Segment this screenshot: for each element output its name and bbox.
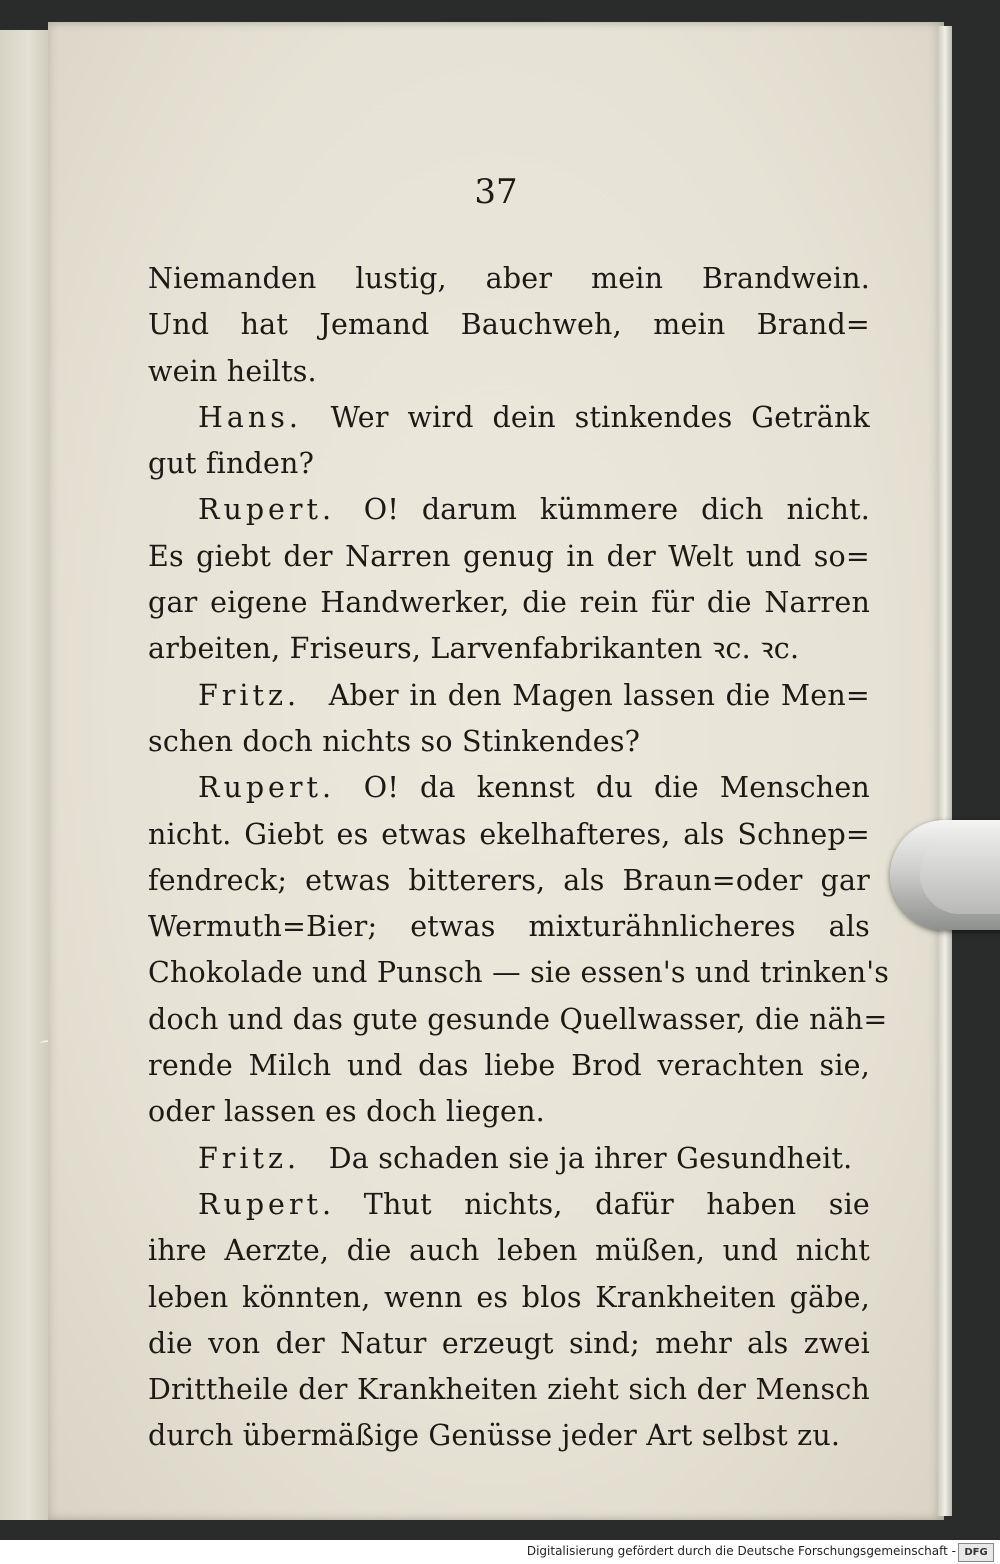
line-text: die von der Natur erzeugt sind; mehr als zwei <box>148 1326 870 1360</box>
text-line <box>148 1413 870 1459</box>
text-line <box>148 858 870 904</box>
line-text: oder lassen es doch liegen. <box>148 1095 545 1129</box>
page-number: 37 <box>474 172 518 212</box>
text-line <box>148 719 870 765</box>
line-text: leben könnten, wenn es blos Krankheiten gäbe, <box>148 1280 870 1314</box>
line-text: schen doch nichts so Stinkendes? <box>148 724 641 758</box>
text-line <box>148 1136 870 1182</box>
metal-page-clip <box>890 820 1000 930</box>
text-line <box>148 1043 870 1089</box>
text-line <box>148 997 888 1043</box>
text-line <box>148 673 870 719</box>
speaker-name: Rupert. <box>198 1187 336 1221</box>
text-line <box>148 534 870 580</box>
left-page-edge <box>0 30 50 1520</box>
text-line <box>148 1367 870 1413</box>
text-line <box>148 812 870 858</box>
text-line <box>148 1182 870 1228</box>
line-text: Thut nichts, dafür haben sie <box>363 1187 870 1221</box>
line-text: Aber in den Magen lassen die Men= <box>328 678 870 712</box>
text-line <box>148 487 870 533</box>
text-line <box>148 441 870 487</box>
text-line <box>148 950 890 996</box>
footer-bar <box>0 1540 1000 1564</box>
text-line <box>148 395 870 441</box>
text-line <box>148 626 870 672</box>
line-text: Wer wird dein stinkendes Getränk <box>330 400 870 434</box>
speaker-name: Fritz. <box>198 1141 301 1175</box>
line-text: durch übermäßige Genüsse jeder Art selbst zu. <box>148 1419 841 1453</box>
line-text: arbeiten, Friseurs, Larvenfabrikanten ꝛc. ꝛc. <box>148 632 800 666</box>
page-body-text <box>148 256 890 1460</box>
dfg-logo: DFG <box>958 1543 994 1562</box>
metal-page-clip-inner <box>920 834 1000 914</box>
text-line <box>148 1089 870 1135</box>
line-text: wein heilts. <box>148 354 317 388</box>
line-text: Und hat Jemand Bauchweh, mein Brand= <box>148 308 870 342</box>
line-text: nicht. Giebt es etwas ekelhafteres, als Schnep= <box>148 817 870 851</box>
line-text: Chokolade und Punsch — sie essen's und trinken's <box>148 956 890 990</box>
line-text: gar eigene Handwerker, die rein für die Narren <box>148 586 870 620</box>
text-line <box>148 904 870 950</box>
line-text: fendreck; etwas bitterers, als Braun=oder gar <box>148 863 870 897</box>
line-text: Es giebt der Narren genug in der Welt und so= <box>148 539 870 573</box>
line-text: O! darum kümmere dich nicht. <box>363 493 870 527</box>
text-line <box>148 302 870 348</box>
line-text: O! da kennst du die Menschen <box>363 771 870 805</box>
line-text: Da schaden sie ja ihrer Gesundheit. <box>328 1141 853 1175</box>
line-text: gut finden? <box>148 447 315 481</box>
footer-credit: Digitalisierung gefördert durch die Deutsche Forschungsgemeinschaft - <box>526 1544 956 1558</box>
line-text: Wermuth=Bier; etwas mixturähnlicheres als <box>148 910 870 944</box>
speaker-name: Rupert. <box>198 771 336 805</box>
line-text: Drittheile der Krankheiten zieht sich der Mensch <box>148 1373 870 1407</box>
line-text: rende Milch und das liebe Brod verachten sie, <box>148 1049 870 1083</box>
text-line <box>148 1321 870 1367</box>
line-text: doch und das gute gesunde Quellwasser, die näh= <box>148 1002 888 1036</box>
text-line <box>148 256 870 302</box>
text-line <box>148 765 870 811</box>
line-text: Niemanden lustig, aber mein Brandwein. <box>148 262 870 295</box>
text-line <box>148 1275 870 1321</box>
text-line <box>148 580 870 626</box>
speaker-name: Rupert. <box>198 493 336 527</box>
page-edge-right <box>938 26 952 1516</box>
text-line <box>148 349 870 395</box>
text-line <box>148 1228 870 1274</box>
line-text: ihre Aerzte, die auch leben müßen, und nicht <box>148 1234 870 1268</box>
book-page <box>48 22 944 1520</box>
speaker-name: Hans. <box>198 400 302 434</box>
speaker-name: Fritz. <box>198 678 301 712</box>
